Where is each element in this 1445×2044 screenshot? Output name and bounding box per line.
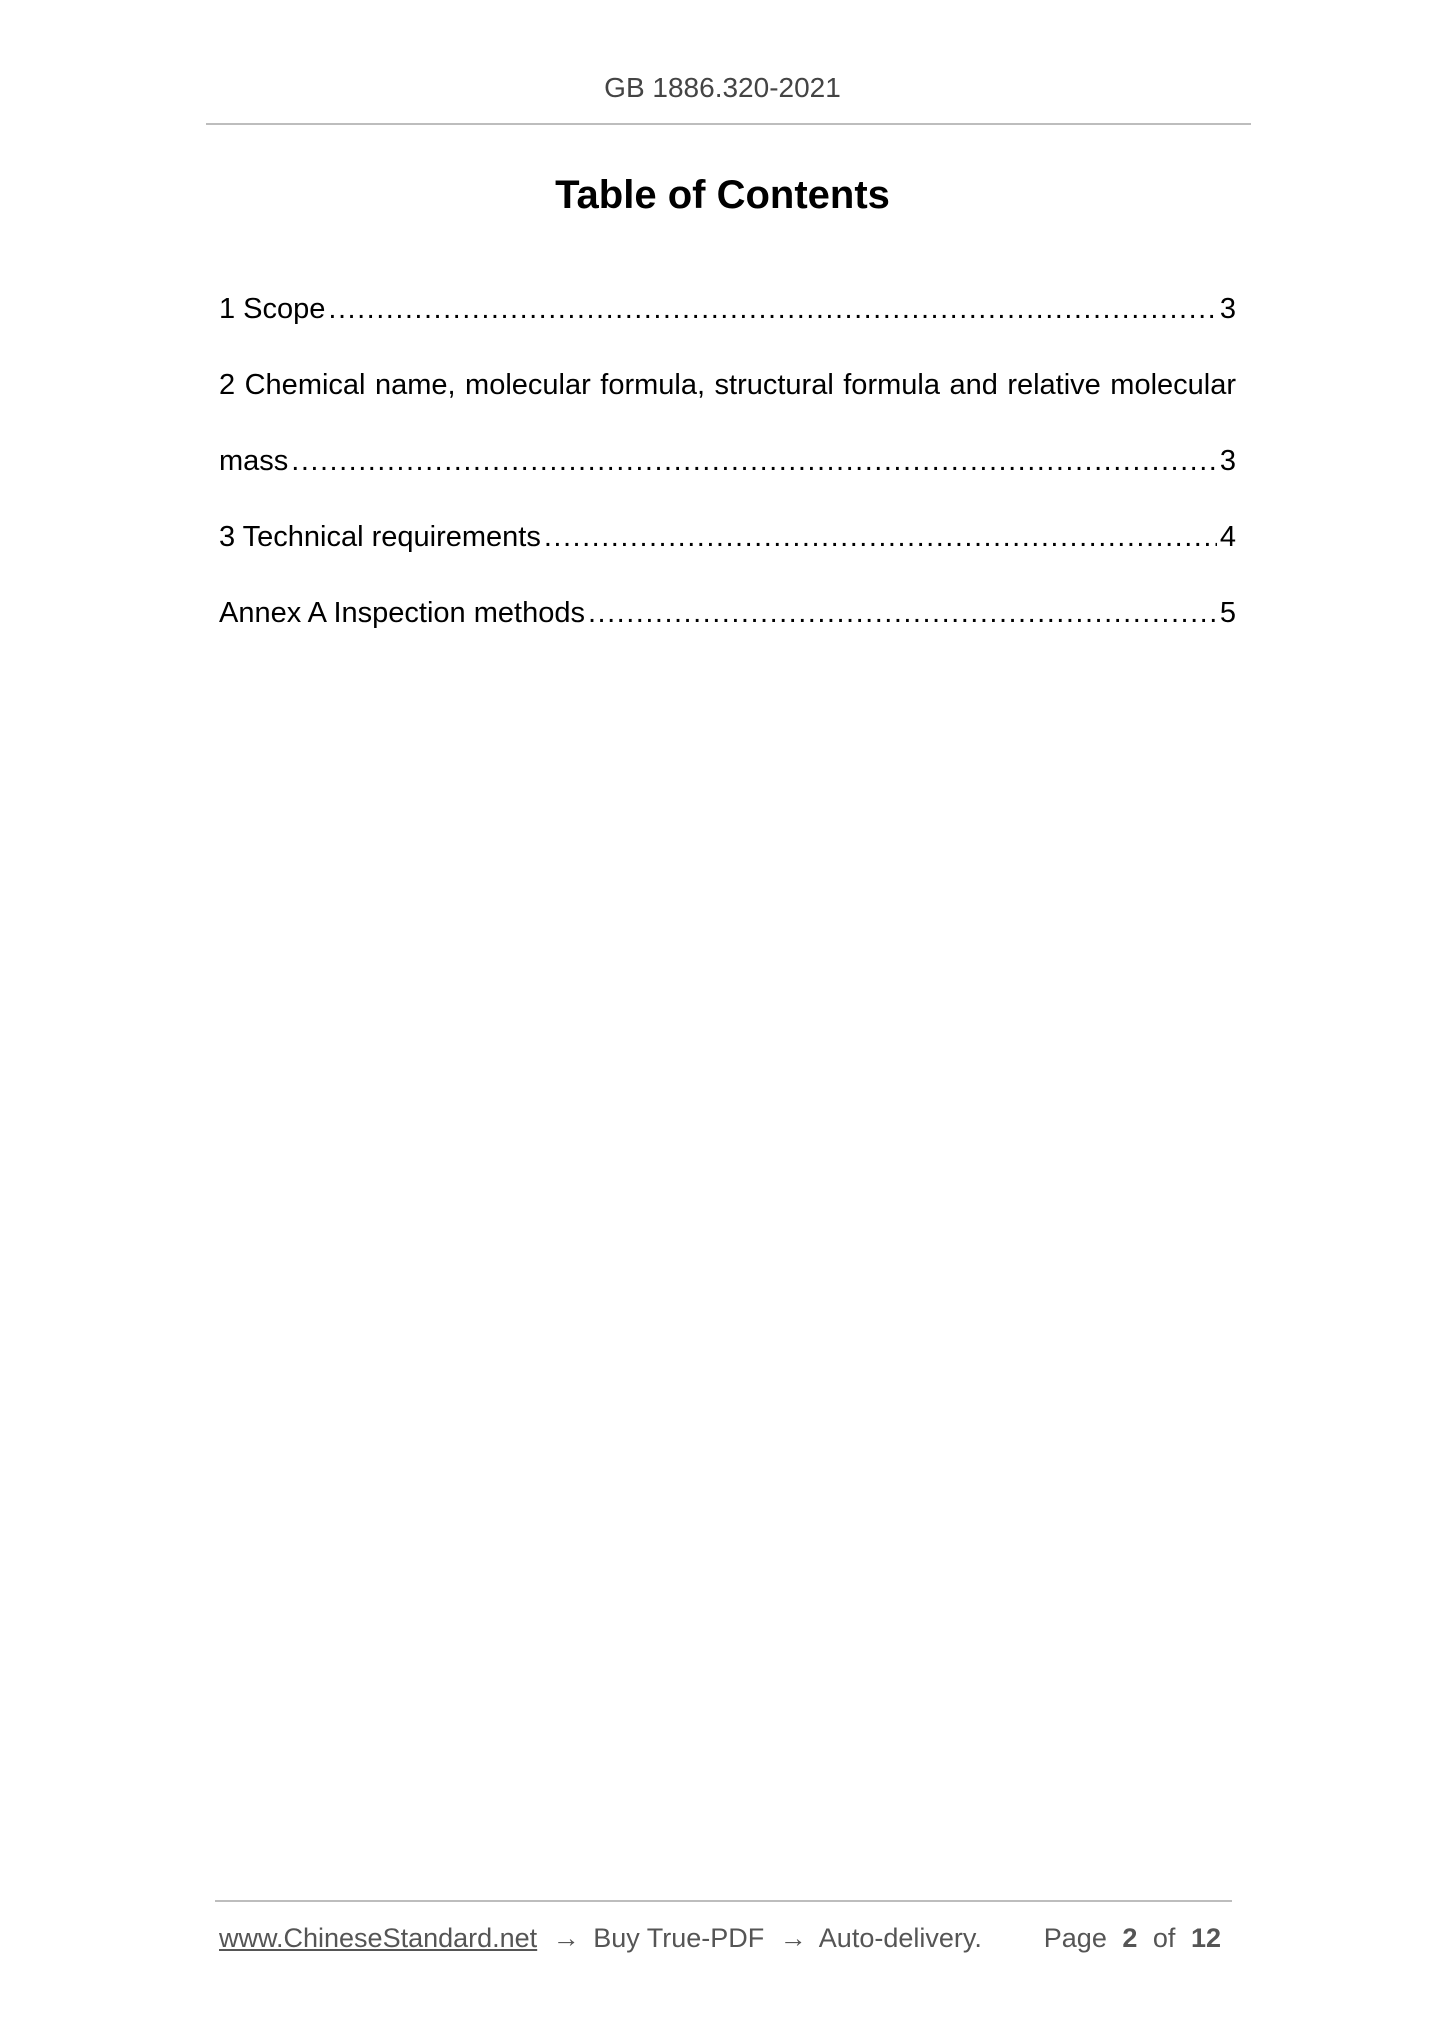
of-word: of [1152, 1923, 1176, 1953]
toc-title: Table of Contents [555, 173, 890, 217]
toc-entry-page: 5 [1219, 597, 1236, 629]
toc-entry-scope[interactable] [219, 287, 1236, 363]
toc-entry-technical-requirements[interactable] [219, 515, 1236, 591]
toc-entry-page: 3 [1219, 445, 1236, 477]
page-footer [219, 1918, 1229, 1958]
toc-dot-leader [291, 439, 1217, 483]
page-indicator [1044, 1918, 1229, 1958]
delivery-text: Auto-delivery. [818, 1923, 982, 1953]
toc-list [219, 287, 1236, 667]
toc-entry-label: 3 Technical requirements [219, 521, 541, 553]
toc-entry-label: Annex A Inspection methods [219, 597, 585, 629]
toc-entry-chemical-name-continued[interactable] [219, 439, 1236, 515]
toc-entry-page: 4 [1219, 521, 1236, 553]
toc-entry-chemical-name[interactable] [219, 363, 1236, 439]
header-divider [206, 123, 1251, 125]
document-id-header: GB 1886.320-2021 [604, 72, 841, 103]
website-link[interactable]: www.ChineseStandard.net [219, 1923, 538, 1953]
footer-divider [215, 1900, 1232, 1902]
toc-dot-leader [328, 287, 1216, 331]
toc-dot-leader [588, 591, 1217, 635]
right-arrow-icon: → [552, 1923, 580, 1953]
toc-entry-label: mass [219, 445, 289, 477]
page-word: Page [1043, 1923, 1107, 1953]
footer-promo [219, 1918, 982, 1958]
total-page-count: 12 [1190, 1923, 1221, 1953]
right-arrow-icon: → [779, 1923, 807, 1953]
toc-entry-annex-a[interactable] [219, 591, 1236, 667]
toc-entry-label: 2 Chemical name, molecular formula, structural formula and relative molecular [219, 369, 1236, 401]
current-page-number: 2 [1122, 1923, 1138, 1953]
toc-entry-label: 1 Scope [219, 293, 326, 325]
toc-dot-leader [544, 515, 1217, 559]
buy-text: Buy True-PDF [593, 1923, 765, 1953]
toc-entry-page: 3 [1219, 293, 1236, 325]
